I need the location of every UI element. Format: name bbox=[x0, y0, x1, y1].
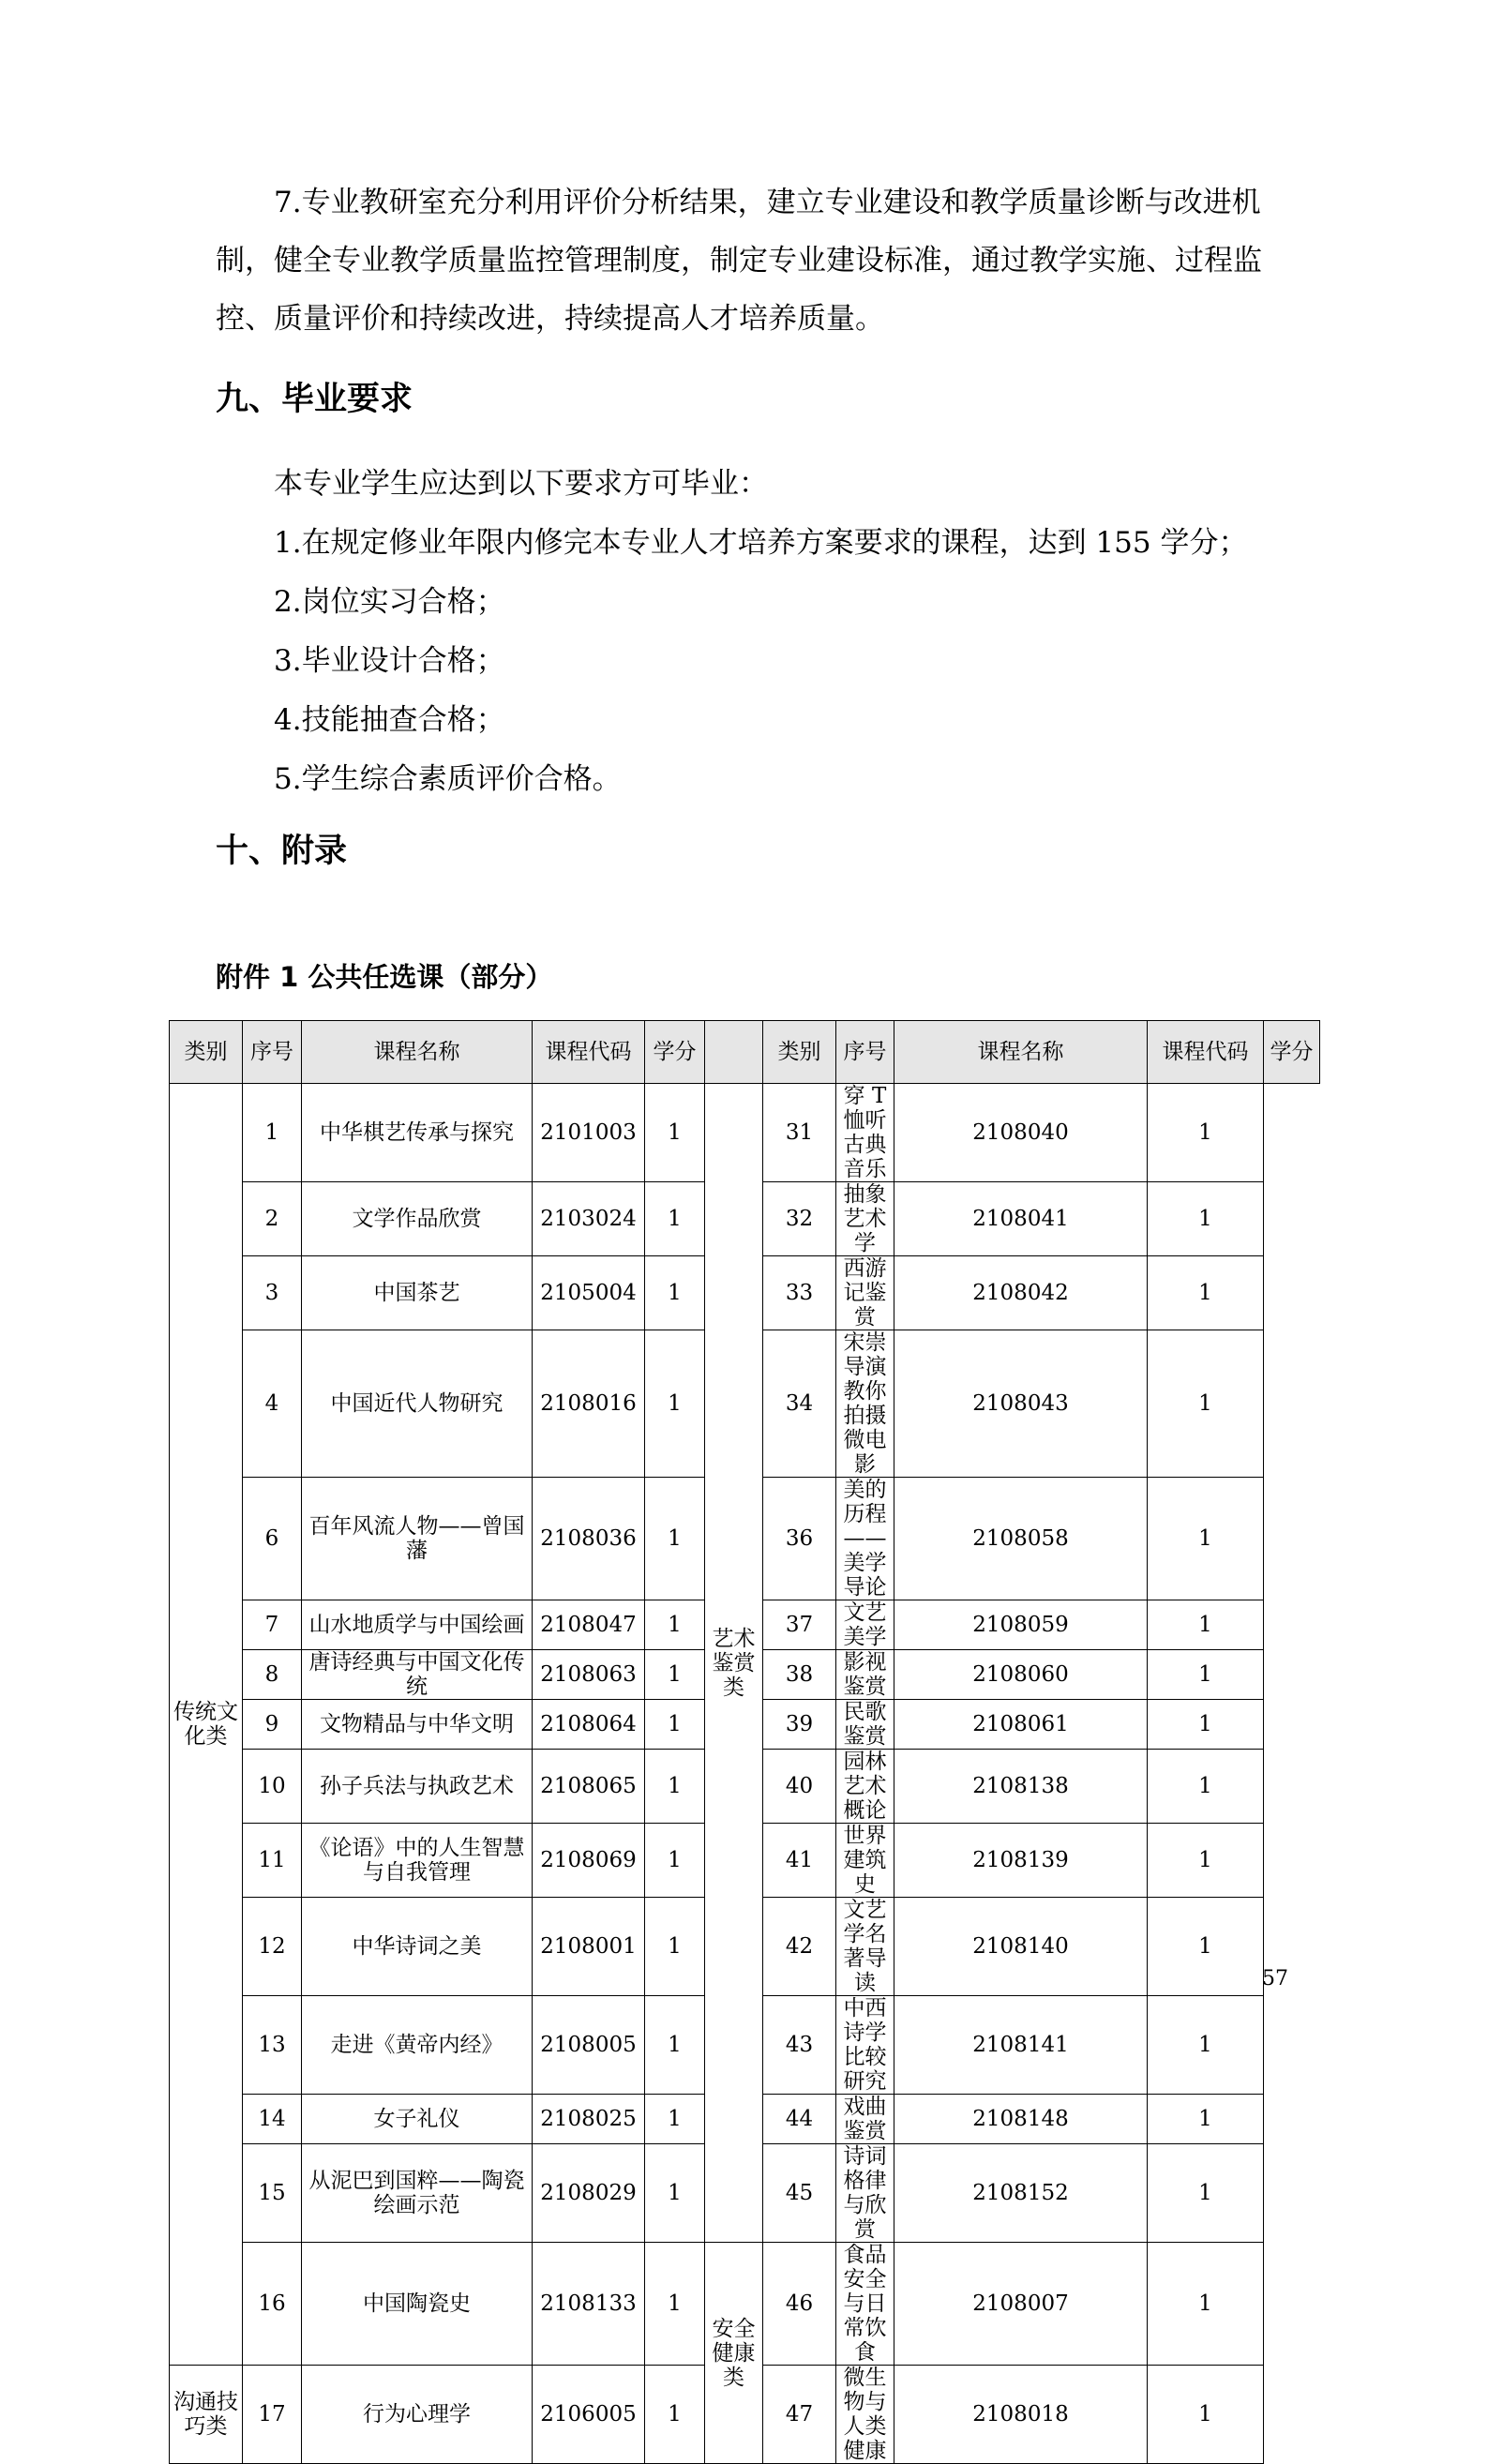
course-credit: 1 bbox=[645, 2366, 705, 2464]
course-code: 2108036 bbox=[533, 1478, 645, 1600]
course-no: 10 bbox=[243, 1750, 302, 1824]
course-name: 微生物与人类健康 bbox=[836, 2366, 894, 2464]
course-no: 6 bbox=[243, 1478, 302, 1600]
course-credit: 1 bbox=[645, 1600, 705, 1650]
course-code: 2108133 bbox=[533, 2243, 645, 2366]
course-name: 西游记鉴赏 bbox=[836, 1256, 894, 1330]
category-cell: 安全健康类 bbox=[705, 2243, 763, 2464]
course-code: 2108148 bbox=[894, 2095, 1148, 2144]
table-row bbox=[170, 2243, 1320, 2366]
course-credit: 1 bbox=[645, 2144, 705, 2243]
course-credit: 1 bbox=[645, 1700, 705, 1750]
course-code: 2108069 bbox=[533, 1824, 645, 1898]
course-credit: 1 bbox=[1148, 2366, 1264, 2464]
course-credit: 1 bbox=[1148, 1600, 1264, 1650]
course-name: 行为心理学 bbox=[302, 2366, 533, 2464]
course-name: 园林艺术概论 bbox=[836, 1750, 894, 1824]
course-code: 2105004 bbox=[533, 1256, 645, 1330]
header-no: 序号 bbox=[836, 1021, 894, 1084]
category-cell: 传统文化类 bbox=[170, 1084, 243, 2366]
course-credit: 1 bbox=[645, 1182, 705, 1256]
course-credit: 1 bbox=[645, 1084, 705, 1182]
table-header-row bbox=[170, 1021, 1320, 1084]
course-code: 2108059 bbox=[894, 1600, 1148, 1650]
graduation-lead: 本专业学生应达到以下要求方可毕业： bbox=[274, 467, 768, 501]
course-no: 15 bbox=[243, 2144, 302, 2243]
course-no: 36 bbox=[763, 1478, 836, 1600]
course-no: 32 bbox=[763, 1182, 836, 1256]
graduation-item: 1.在规定修业年限内修完本专业人才培养方案要求的课程，达到 155 学分； bbox=[274, 526, 1248, 560]
category-cell: 沟通技巧类 bbox=[170, 2366, 243, 2464]
course-no: 1 bbox=[243, 1084, 302, 1182]
header-code: 课程代码 bbox=[1148, 1021, 1264, 1084]
course-code: 2108018 bbox=[894, 2366, 1148, 2464]
course-code: 2108007 bbox=[894, 2243, 1148, 2366]
course-code: 2108043 bbox=[894, 1330, 1148, 1478]
course-code: 2108016 bbox=[533, 1330, 645, 1478]
course-name: 山水地质学与中国绘画 bbox=[302, 1600, 533, 1650]
course-code: 2101003 bbox=[533, 1084, 645, 1182]
column-gap bbox=[705, 1021, 763, 1084]
course-no: 46 bbox=[763, 2243, 836, 2366]
course-no: 38 bbox=[763, 1650, 836, 1700]
course-name: 世界建筑史 bbox=[836, 1824, 894, 1898]
table-row bbox=[170, 1084, 1320, 1182]
header-code: 课程代码 bbox=[533, 1021, 645, 1084]
course-no: 31 bbox=[763, 1084, 836, 1182]
course-credit: 1 bbox=[1148, 1256, 1264, 1330]
course-name: 穿 T 恤听古典音乐 bbox=[836, 1084, 894, 1182]
course-credit: 1 bbox=[645, 1824, 705, 1898]
intro-paragraph: 7.专业教研室充分利用评价分析结果，建立专业建设和教学质量诊断与改进机制，健全专业教学质量监控管理制度，制定专业建设标准，通过教学实施、过程监控、质量评价和持续改进，持续提高人才培养质量。 bbox=[216, 186, 1262, 336]
course-credit: 1 bbox=[645, 1330, 705, 1478]
course-no: 45 bbox=[763, 2144, 836, 2243]
course-credit: 1 bbox=[1148, 2144, 1264, 2243]
course-code: 2108152 bbox=[894, 2144, 1148, 2243]
course-no: 41 bbox=[763, 1824, 836, 1898]
course-no: 42 bbox=[763, 1898, 836, 1996]
course-code: 2108060 bbox=[894, 1650, 1148, 1700]
course-credit: 1 bbox=[1148, 1182, 1264, 1256]
course-credit: 1 bbox=[645, 2095, 705, 2144]
course-no: 40 bbox=[763, 1750, 836, 1824]
course-credit: 1 bbox=[1148, 1750, 1264, 1824]
course-code: 2108140 bbox=[894, 1898, 1148, 1996]
course-code: 2108047 bbox=[533, 1600, 645, 1650]
table-caption: 附件 1 公共任选课（部分） bbox=[216, 961, 553, 993]
header-name: 课程名称 bbox=[302, 1021, 533, 1084]
course-name: 从泥巴到国粹——陶瓷绘画示范 bbox=[302, 2144, 533, 2243]
course-name: 美的历程——美学导论 bbox=[836, 1478, 894, 1600]
course-credit: 1 bbox=[1148, 1996, 1264, 2095]
section-9-heading: 九、毕业要求 bbox=[216, 381, 413, 418]
course-no: 34 bbox=[763, 1330, 836, 1478]
graduation-item: 5.学生综合素质评价合格。 bbox=[274, 762, 622, 796]
course-code: 2108029 bbox=[533, 2144, 645, 2243]
course-name: 文学作品欣赏 bbox=[302, 1182, 533, 1256]
course-code: 2108040 bbox=[894, 1084, 1148, 1182]
header-credit: 学分 bbox=[645, 1021, 705, 1084]
course-name: 中国陶瓷史 bbox=[302, 2243, 533, 2366]
course-code: 2108001 bbox=[533, 1898, 645, 1996]
course-code: 2108041 bbox=[894, 1182, 1148, 1256]
graduation-item: 4.技能抽查合格； bbox=[274, 703, 505, 737]
course-credit: 1 bbox=[1148, 1700, 1264, 1750]
course-name: 孙子兵法与执政艺术 bbox=[302, 1750, 533, 1824]
course-no: 12 bbox=[243, 1898, 302, 1996]
course-name: 中华诗词之美 bbox=[302, 1898, 533, 1996]
course-name: 文艺美学 bbox=[836, 1600, 894, 1650]
course-name: 中国近代人物研究 bbox=[302, 1330, 533, 1478]
course-name: 影视鉴赏 bbox=[836, 1650, 894, 1700]
course-no: 17 bbox=[243, 2366, 302, 2464]
course-no: 2 bbox=[243, 1182, 302, 1256]
course-credit: 1 bbox=[1148, 1084, 1264, 1182]
course-name: 文物精品与中华文明 bbox=[302, 1700, 533, 1750]
course-no: 4 bbox=[243, 1330, 302, 1478]
course-credit: 1 bbox=[1148, 1898, 1264, 1996]
course-no: 13 bbox=[243, 1996, 302, 2095]
course-code: 2106005 bbox=[533, 2366, 645, 2464]
course-name: 女子礼仪 bbox=[302, 2095, 533, 2144]
course-code: 2108061 bbox=[894, 1700, 1148, 1750]
course-code: 2108042 bbox=[894, 1256, 1148, 1330]
course-name: 宋崇导演教你拍摄微电影 bbox=[836, 1330, 894, 1478]
course-name: 食品安全与日常饮食 bbox=[836, 2243, 894, 2366]
course-name: 民歌鉴赏 bbox=[836, 1700, 894, 1750]
course-code: 2103024 bbox=[533, 1182, 645, 1256]
course-no: 47 bbox=[763, 2366, 836, 2464]
course-name: 抽象艺术学 bbox=[836, 1182, 894, 1256]
course-no: 44 bbox=[763, 2095, 836, 2144]
section-10-heading: 十、附录 bbox=[216, 833, 348, 870]
course-no: 33 bbox=[763, 1256, 836, 1330]
course-name: 文艺学名著导读 bbox=[836, 1898, 894, 1996]
page-number: 57 bbox=[1262, 1967, 1288, 1991]
course-name: 唐诗经典与中国文化传统 bbox=[302, 1650, 533, 1700]
course-no: 16 bbox=[243, 2243, 302, 2366]
course-code: 2108064 bbox=[533, 1700, 645, 1750]
course-credit: 1 bbox=[1148, 2095, 1264, 2144]
course-code: 2108141 bbox=[894, 1996, 1148, 2095]
course-credit: 1 bbox=[645, 1898, 705, 1996]
course-code: 2108025 bbox=[533, 2095, 645, 2144]
course-code: 2108063 bbox=[533, 1650, 645, 1700]
course-name: 走进《黄帝内经》 bbox=[302, 1996, 533, 2095]
category-cell: 艺术鉴赏类 bbox=[705, 1084, 763, 2243]
course-credit: 1 bbox=[1148, 1330, 1264, 1478]
course-no: 43 bbox=[763, 1996, 836, 2095]
course-code: 2108065 bbox=[533, 1750, 645, 1824]
course-name: 中华棋艺传承与探究 bbox=[302, 1084, 533, 1182]
course-name: 诗词格律与欣赏 bbox=[836, 2144, 894, 2243]
course-no: 9 bbox=[243, 1700, 302, 1750]
course-credit: 1 bbox=[1148, 1824, 1264, 1898]
course-code: 2108005 bbox=[533, 1996, 645, 2095]
course-no: 8 bbox=[243, 1650, 302, 1700]
course-no: 11 bbox=[243, 1824, 302, 1898]
course-name: 中国茶艺 bbox=[302, 1256, 533, 1330]
elective-courses-table bbox=[169, 1020, 1320, 2464]
course-name: 《论语》中的人生智慧与自我管理 bbox=[302, 1824, 533, 1898]
graduation-item: 2.岗位实习合格； bbox=[274, 585, 505, 619]
course-credit: 1 bbox=[645, 1650, 705, 1700]
header-category: 类别 bbox=[170, 1021, 243, 1084]
course-credit: 1 bbox=[645, 1478, 705, 1600]
header-name: 课程名称 bbox=[894, 1021, 1148, 1084]
course-code: 2108058 bbox=[894, 1478, 1148, 1600]
course-credit: 1 bbox=[645, 2243, 705, 2366]
header-category: 类别 bbox=[763, 1021, 836, 1084]
header-no: 序号 bbox=[243, 1021, 302, 1084]
course-name: 戏曲鉴赏 bbox=[836, 2095, 894, 2144]
course-credit: 1 bbox=[645, 1256, 705, 1330]
course-no: 39 bbox=[763, 1700, 836, 1750]
course-credit: 1 bbox=[645, 1750, 705, 1824]
graduation-item: 3.毕业设计合格； bbox=[274, 644, 505, 678]
course-credit: 1 bbox=[1148, 1478, 1264, 1600]
course-name: 中西诗学比较研究 bbox=[836, 1996, 894, 2095]
course-credit: 1 bbox=[1148, 2243, 1264, 2366]
course-no: 37 bbox=[763, 1600, 836, 1650]
course-credit: 1 bbox=[1148, 1650, 1264, 1700]
course-name: 百年风流人物——曾国藩 bbox=[302, 1478, 533, 1600]
course-code: 2108138 bbox=[894, 1750, 1148, 1824]
course-no: 14 bbox=[243, 2095, 302, 2144]
course-credit: 1 bbox=[645, 1996, 705, 2095]
course-no: 3 bbox=[243, 1256, 302, 1330]
course-code: 2108139 bbox=[894, 1824, 1148, 1898]
header-credit: 学分 bbox=[1264, 1021, 1320, 1084]
course-no: 7 bbox=[243, 1600, 302, 1650]
